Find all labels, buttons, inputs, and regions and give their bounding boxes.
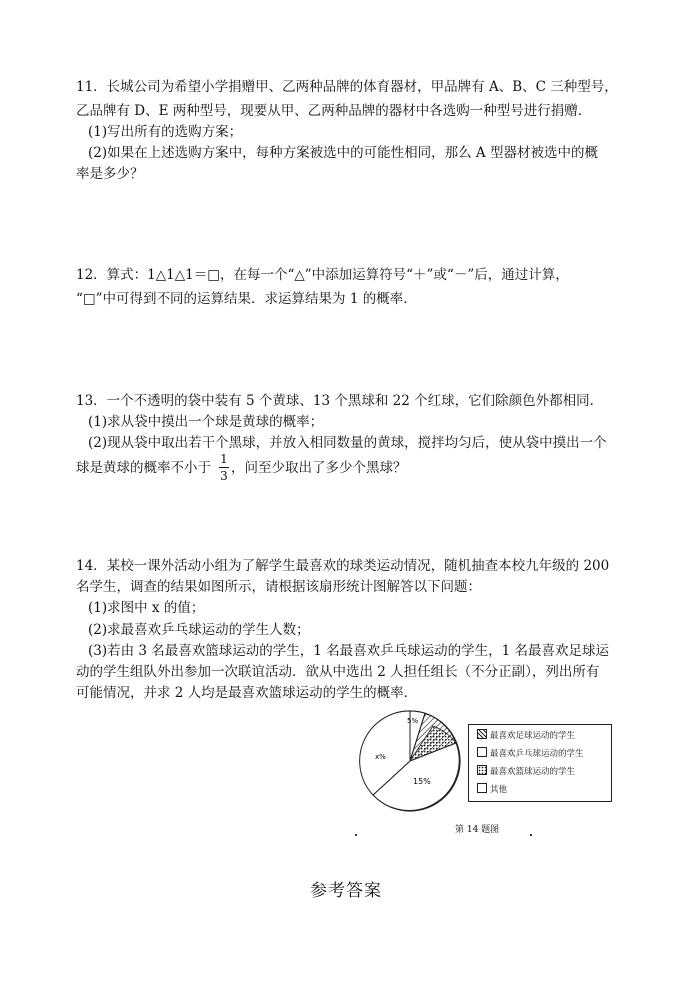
figure-caption: 第 14 题图 xyxy=(455,825,500,835)
fraction-one-third xyxy=(219,452,229,483)
legend-item-other xyxy=(477,783,507,795)
q14-line2: 名学生，调查的结果如图所示，请根据该扇形统计图解答以下问题： xyxy=(76,579,481,595)
q14-part3b: 动的学生组队外出参加一次联谊活动．欲从中选出 2 人担任组长（不分正副），列出所有 xyxy=(76,664,600,680)
legend-label-other: 其他 xyxy=(490,785,508,795)
fraction-denominator: 3 xyxy=(220,469,228,483)
pie-chart xyxy=(355,706,465,816)
dots-swatch-icon xyxy=(477,765,487,775)
legend-item-basketball xyxy=(477,765,575,777)
q14-part3a: (3)若由 3 名最喜欢篮球运动的学生，1 名最喜欢乒乓球运动的学生，1 名最喜欢足球运 xyxy=(88,643,610,659)
pie-label-x: x% xyxy=(375,753,386,761)
q11-part1: (1)写出所有的选购方案； xyxy=(88,124,243,140)
answer-section-title: 参考答案 xyxy=(310,881,382,901)
q13-part2b-before: 球是黄球的概率不小于 xyxy=(76,460,211,476)
fraction-numerator: 1 xyxy=(220,452,228,466)
q11-line1: 11．长城公司为希望小学捐赠甲、乙两种品牌的体育器材，甲品牌有 A、B、C 三种型号， xyxy=(76,79,618,95)
q13-part1: (1)求从袋中摸出一个球是黄球的概率； xyxy=(88,414,324,430)
q11-part2b: 率是多少？ xyxy=(76,166,144,182)
legend-label-basketball: 最喜欢篮球运动的学生 xyxy=(490,767,576,777)
q11-line2: 乙品牌有 D、E 两种型号，现要从甲、乙两种品牌的器材中各选购一种型号进行捐赠． xyxy=(76,103,592,119)
legend-item-pingpong xyxy=(477,747,584,759)
fraction-bar xyxy=(219,467,229,468)
scan-speck xyxy=(530,834,532,836)
q14-part3c: 可能情况，并求 2 人均是最喜欢篮球运动的学生的概率． xyxy=(76,685,418,701)
legend-label-football: 最喜欢足球运动的学生 xyxy=(490,731,576,741)
q14-part1: (1)求图中 x 的值； xyxy=(88,600,205,616)
q13-part2b-after: ，问至少取出了多少个黑球？ xyxy=(231,460,407,476)
blank-swatch-icon xyxy=(477,747,487,757)
pie-label-15pct: 15% xyxy=(413,777,431,786)
q12-line2: “□”中可得到不同的运算结果．求运算结果为 1 的概率． xyxy=(76,291,417,307)
blank-swatch-icon xyxy=(477,783,487,793)
q13-part2a: (2)现从袋中取出若干个黑球，并放入相同数量的黄球，搅拌均匀后，使从袋中摸出一个 xyxy=(88,435,607,451)
q13-line1: 13．一个不透明的袋中装有 5 个黄球、13 个黑球和 22 个红球，它们除颜色外都相同． xyxy=(76,393,604,409)
hatch-swatch-icon xyxy=(477,729,487,739)
q14-line1: 14．某校一课外活动小组为了解学生最喜欢的球类运动情况，随机抽查本校九年级的 200 xyxy=(76,558,610,574)
legend-item-football xyxy=(477,729,575,741)
chart-legend xyxy=(468,724,612,802)
q14-part2: (2)求最喜欢乒乓球运动的学生人数； xyxy=(88,622,310,638)
q12-line1: 12．算式：1△1△1＝□，在每一个“△”中添加运算符号“＋”或“－”后，通过计算， xyxy=(76,267,569,283)
legend-label-pingpong: 最喜欢乒乓球运动的学生 xyxy=(490,749,584,759)
q11-part2a: (2)如果在上述选购方案中，每种方案被选中的可能性相同，那么 A 型器材被选中的概 xyxy=(88,145,598,161)
pie-label-5pct: 5% xyxy=(407,717,419,725)
scan-speck xyxy=(355,834,357,836)
